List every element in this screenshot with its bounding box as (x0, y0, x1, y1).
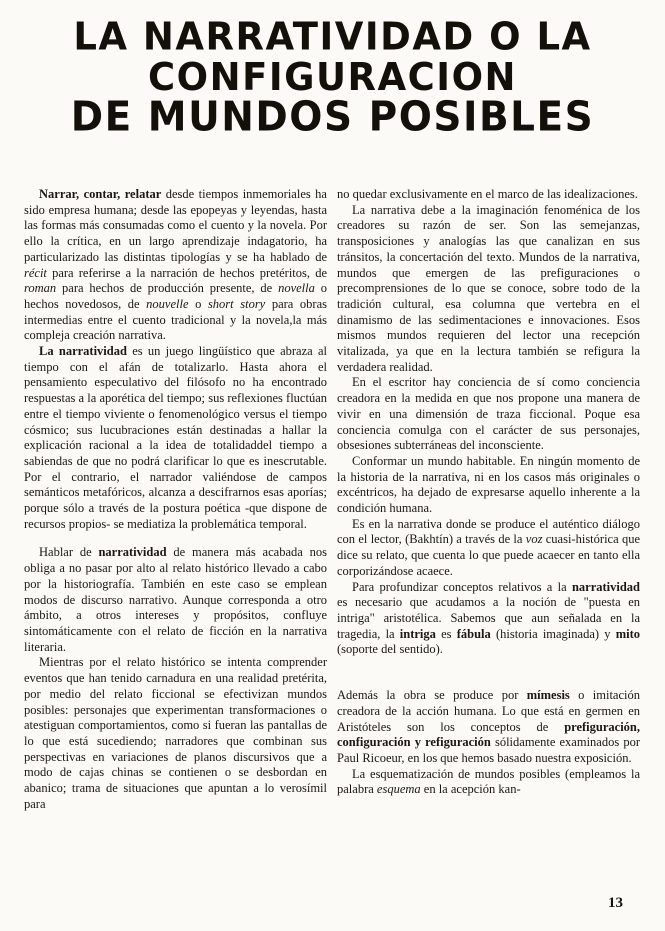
paragraph (24, 187, 327, 344)
left-column (24, 187, 327, 812)
text-run: Mientras por el relato histórico se intenta comprender eventos que han tenido carnadura en una realidad pretérita, por medio del relato ficcional se efectivizan mundos posibles: personajes que experimentan transformaciones o atestiguan comportamientos, como si fueran las pantallas de lo que está sucediendo; narradores que combinan sus perspectivas en variaciones de planos discursivos que a modo de cajas chinas se contienen o se desbordan en abanico; trama de situaciones que apuntan a lo verosímil para (24, 655, 327, 811)
paragraph (24, 344, 327, 532)
text-run: para hechos de producción presente, de (56, 281, 279, 296)
paragraph (24, 545, 327, 655)
text-run: short story (207, 296, 266, 311)
text-run: Para profundizar conceptos relativos a la (352, 579, 572, 594)
paragraph (24, 655, 327, 812)
title-line-3: DE MUNDOS POSIBLES (70, 94, 595, 141)
text-run: Es en la narrativa donde se produce el auténtico diálogo con el lector, (Bakhtín) a través de la (337, 516, 640, 547)
text-run: o (188, 296, 208, 311)
paragraph (337, 580, 640, 659)
page-number: 13 (608, 895, 623, 911)
text-run: La narrativa debe a la imaginación fenoménica de los creadores su razón de ser. Son las semejanzas, transposiciones y analogías las que canalizan en sus tránsitos, la concertación del texto. Mundos de la narrativa, mundos que emergen de las prefiguraciones o precomprensiones de lo que se conoce, sobre todo de la tradición cultural, esa columna que vertebra en el dinamismo de las sedimentaciones e innovaciones. Esos mismos mundos requieren del lector una recepción vitalizada, ya que en la lectura también se refigura la verdadera realidad. (337, 202, 640, 374)
text-run: fábula (456, 626, 491, 641)
text-run: sólidamente examinados por Paul Ricoeur, en los que hemos basado nuestra exposición. (337, 735, 640, 765)
text-run: nouvelle (146, 296, 189, 311)
text-run: es necesario que acudamos a la noción de "puesta en intriga" aristotélica. Sabemos que aun señalada en la tragedia, la (337, 595, 640, 641)
text-run: La narratividad (39, 344, 127, 359)
text-run: (historia imaginada) y (490, 626, 616, 641)
text-run: narratividad (571, 579, 640, 594)
text-run: cuasi-histórica que dice su relato, que cuenta lo que puede acaecer en tanto ella corporizándose acaece. (337, 532, 640, 578)
text-run: es (435, 626, 457, 641)
text-run: mímesis (526, 688, 570, 703)
text-run: Narrar, contar, relatar (39, 187, 162, 201)
text-run: novella (278, 281, 315, 296)
paragraph (337, 688, 640, 767)
text-run: récit (24, 265, 47, 280)
text-run: intriga (399, 626, 436, 641)
text-run: desde tiempos inmemoriales ha sido empresa humana; desde las epopeyas y leyendas, hasta las formas más consumadas como el cuento y la novela. Por ello la crítica, en un largo aprendizaje indagatorio, ha particularizado las distintas tipologías y se ha hablado de (24, 187, 327, 264)
title-line-2: CONFIGURACION (148, 54, 517, 100)
text-run: Conformar un mundo habitable. En ningún momento de la historia de la narrativa, ni en los casos más originales o excéntricos, ha dejado de expresarse aquello inherente a la condición humana. (337, 453, 640, 516)
text-run: o hechos novedosos, de (24, 281, 327, 311)
text-run: prefiguración, configuración y refiguración (337, 719, 640, 750)
text-run: roman (24, 281, 57, 296)
paragraph (337, 454, 640, 517)
text-run: En el escritor hay conciencia de sí como conciencia creadora en la medida en que nos propone una manera de vivir en una dimensión de traza ficcional. Poque esa conciencia comulga con el carácter de sus personajes, obsesiones subterráneas del inconsciente. (337, 375, 640, 453)
text-run: Además la obra se produce por (337, 688, 527, 703)
text-run: es un juego lingüístico que abraza al tiempo con el afán de totalizarlo. Hasta ahora el pensamiento especulativo del filósofo no ha encontrado respuestas a la aporética del tiempo; sus reflexiones fluctúan entre el tiempo viviente o fenomenológico versus el tiempo cósmico; sus lucubraciones están destinadas a hallar la explicación racional a la idea de totalidaddel tiempo a sabiendas de que no podrá clarificar lo que es inescrutable. Por el contrario, el narrador valiéndose de campos semánticos metafóricos, alcanza a descifrarnos esas aporías; porque sólo a través de la postura poética -que dispone de recursos propios- se mediatiza la problemática temporal. (24, 344, 327, 531)
text-run: La esquematización de mundos posibles (empleamos la palabra (337, 766, 640, 797)
text-run: de manera más acabada nos obliga a no pasar por alto al relato histórico llevado a cabo por la historiografía. También en este caso se emplean modos de discurso narrativo. Aunque corresponda a otro ámbito, a otros intereses y propósitos, confluye sintomáticamente con el relato de ficción en la narrativa literaria. (24, 545, 327, 654)
text-run: esquema (376, 782, 421, 797)
text-run: en la acepción kan- (420, 782, 521, 797)
paragraph (337, 203, 640, 376)
text-run: Hablar de (39, 545, 99, 560)
text-run: narratividad (98, 545, 167, 560)
paragraph (337, 767, 640, 798)
paragraph (337, 187, 640, 203)
text-run: para obras intermedias entre el cuento tradicional y la novela,la más compleja creación narrativa. (24, 296, 327, 343)
text-run: para referirse a la narración de hechos pretéritos, de (46, 265, 327, 280)
paragraph (337, 517, 640, 580)
title-line-1: LA NARRATIVIDAD O LA (73, 13, 592, 59)
text-run: no quedar exclusivamente en el marco de las idealizaciones. (337, 187, 638, 201)
text-run: voz (525, 532, 543, 547)
paragraph (337, 375, 640, 454)
right-column (337, 187, 640, 798)
text-run: o imitación creadora de la acción humana. Lo que está en germen en Aristóteles son los conceptos de (337, 688, 640, 734)
text-run: (soporte del sentido). (337, 642, 443, 657)
text-run: mito (615, 626, 640, 641)
article-title (0, 13, 665, 141)
